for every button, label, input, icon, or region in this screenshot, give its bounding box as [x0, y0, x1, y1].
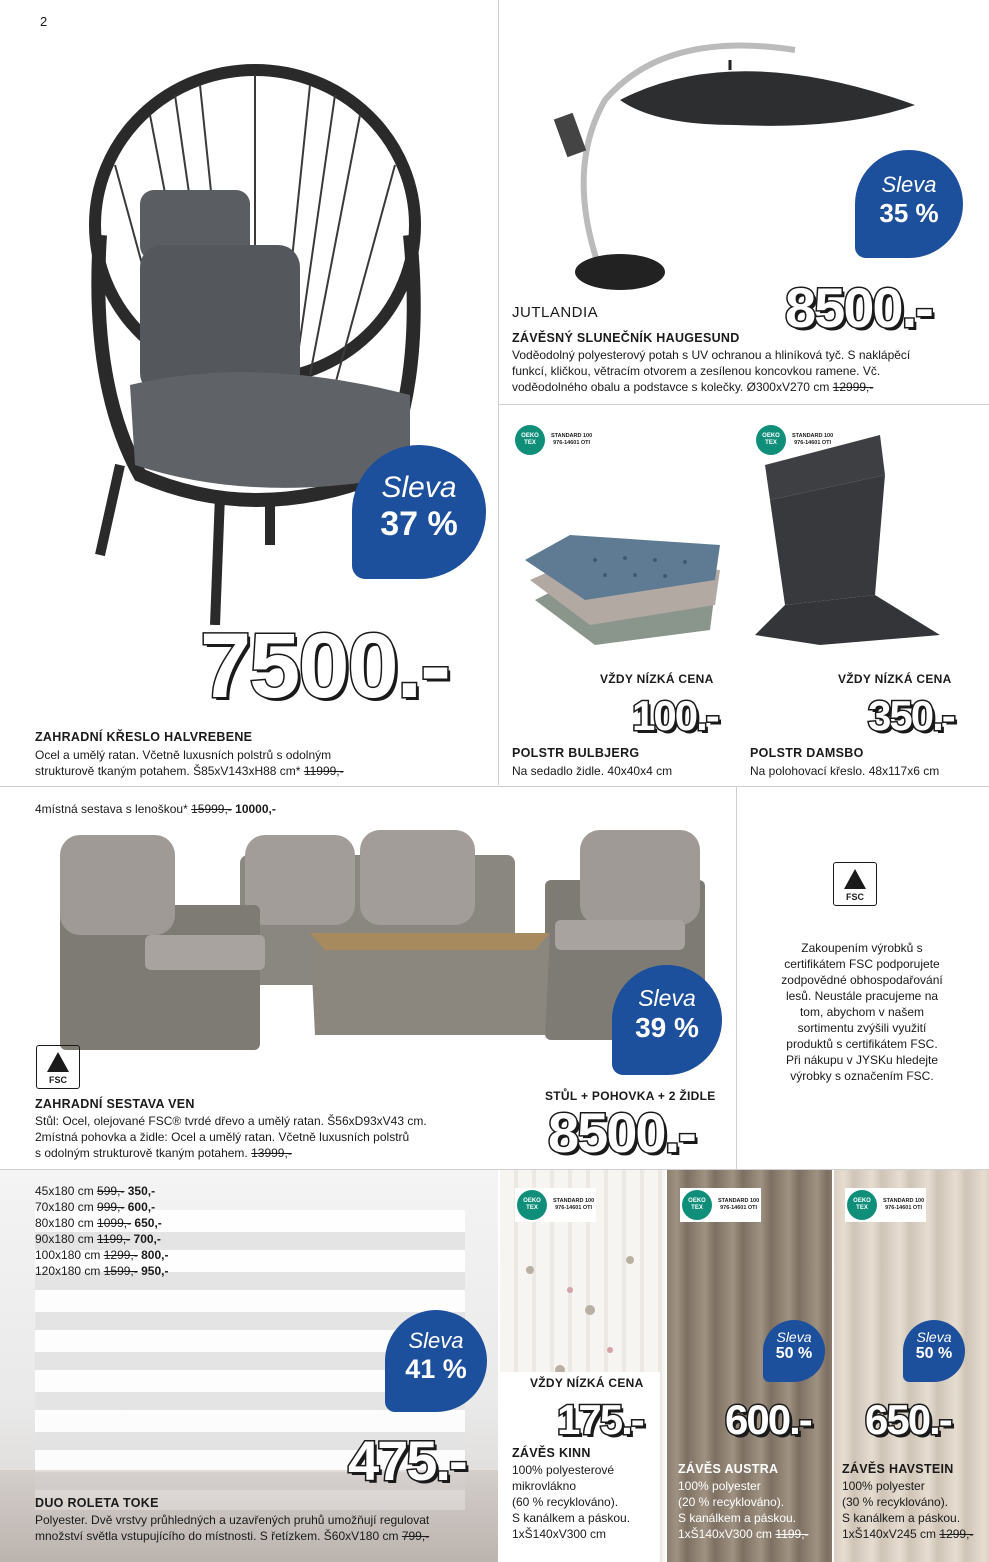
- fsc-logo: [833, 862, 877, 906]
- discount-badge: [903, 1320, 965, 1382]
- desc-line: Voděodolný polyesterový potah s UV ochranou a hliníková tyč. S naklápěcí: [512, 348, 911, 362]
- size-row: 70x180 cm 999,- 600,-: [35, 1200, 156, 1214]
- umbrella-description: [512, 347, 910, 395]
- cushion1-price: 100.-: [632, 692, 718, 739]
- oeko-code: 976-14601 OTI: [555, 1205, 593, 1211]
- oeko-tex-icon: OEKO TEX: [515, 425, 545, 455]
- badge-percent: 39 %: [635, 1012, 699, 1043]
- curtain3-title: ZÁVĚS HAVSTEIN: [842, 1462, 954, 1476]
- alt-offer-text: 4místná sestava s lenoškou*: [35, 802, 188, 816]
- blind-title: DUO ROLETA TOKE: [35, 1496, 159, 1510]
- old-price: 13999,-: [251, 1146, 292, 1160]
- badge-percent: 50 %: [775, 1345, 813, 1362]
- fsc-label: FSC: [49, 1075, 67, 1085]
- old-price: 1299,-: [939, 1527, 974, 1541]
- set-price: 8500.-: [548, 1101, 695, 1164]
- always-low-price-label: VŽDY NÍZKÁ CENA: [600, 672, 714, 686]
- curtain2-price: 600.-: [725, 1396, 811, 1443]
- oeko-tex-icon: OEKO TEX: [847, 1190, 877, 1220]
- desc-line: 100% polyester: [678, 1479, 761, 1493]
- fsc-label: FSC: [846, 892, 864, 902]
- fsc-line: Při nákupu v JYSKu hledejte: [785, 1053, 939, 1067]
- oeko-tex-icon: OEKO TEX: [756, 425, 786, 455]
- umbrella-title: ZÁVĚSNÝ SLUNEČNÍK HAUGESUND: [512, 331, 740, 345]
- desc-line: Ocel a umělý ratan. Včetně luxusních polstrů s odolným: [35, 748, 332, 762]
- oeko-standard: STANDARD 100: [883, 1198, 925, 1204]
- curtain1-description: [512, 1462, 630, 1542]
- fsc-line: Zakoupením výrobků s: [801, 941, 923, 955]
- oeko-tex-label: [515, 1188, 596, 1222]
- curtain1-price: 175.-: [557, 1396, 643, 1443]
- oeko-code: 976-14601 OTI: [720, 1205, 758, 1211]
- size-row: 90x180 cm 1199,- 700,-: [35, 1232, 161, 1246]
- desc-line: 1xŠ140xV300 cm: [678, 1527, 773, 1541]
- size-row: 80x180 cm 1099,- 650,-: [35, 1216, 162, 1230]
- old-price: 12999,-: [832, 380, 874, 394]
- badge-percent: 35 %: [879, 198, 939, 228]
- umbrella-image: [545, 30, 925, 300]
- desc-line: Polyester. Dvě vrstvy průhledných a uzavřených pruhů umožňují regulovat: [35, 1513, 430, 1527]
- old-price: 799,-: [401, 1529, 430, 1543]
- desc-line: S kanálkem a páskou.: [842, 1511, 961, 1525]
- recliner-cushion-image: [750, 430, 950, 650]
- size-row: 120x180 cm 1599,- 950,-: [35, 1264, 169, 1278]
- size-row: 100x180 cm 1299,- 800,-: [35, 1248, 169, 1262]
- set-alt-offer: [35, 801, 276, 817]
- fsc-line: sortimentu zvýšili využití: [797, 1021, 927, 1035]
- oeko-tex-icon: OEKO TEX: [517, 1190, 547, 1220]
- desc-line: 100% polyesterové: [512, 1463, 615, 1477]
- set-title: ZAHRADNÍ SESTAVA VEN: [35, 1097, 195, 1111]
- always-low-price-label: VŽDY NÍZKÁ CENA: [838, 672, 952, 686]
- badge-label: Sleva: [916, 1329, 952, 1345]
- cushion1-description: Na sedadlo židle. 40x40x4 cm: [512, 764, 673, 778]
- desc-line: množství světla vstupujícího do místnosti. S řetízkem. Š60xV180 cm: [35, 1529, 399, 1543]
- jutlandia-logo: JUTLANDIA: [512, 304, 599, 321]
- divider: [0, 786, 989, 787]
- curtain1-title: ZÁVĚS KINN: [512, 1446, 591, 1460]
- oeko-tex-icon: OEKO TEX: [682, 1190, 712, 1220]
- page-number: 2: [40, 14, 48, 29]
- chair-price: 7500.-: [200, 615, 449, 717]
- fsc-line: tom, abychom v našem: [799, 1005, 925, 1019]
- cushion2-description: Na polohovací křeslo. 48x117x6 cm: [750, 764, 940, 778]
- fsc-line: lesů. Neustále pracujeme na: [785, 989, 939, 1003]
- discount-badge: [763, 1320, 825, 1382]
- divider: [498, 404, 989, 405]
- oeko-tex-label: [845, 1188, 926, 1222]
- fsc-info-text: [746, 940, 978, 1084]
- badge-label: Sleva: [881, 172, 937, 197]
- oeko-tex-label: [680, 1188, 761, 1222]
- always-low-price-label: VŽDY NÍZKÁ CENA: [530, 1376, 644, 1390]
- oeko-standard: STANDARD 100: [551, 433, 593, 439]
- desc-line: Stůl: Ocel, olejované FSC® tvrdé dřevo a umělý ratan. Š56xD93xV43 cm.: [35, 1114, 427, 1128]
- old-price: 15999,-: [191, 802, 232, 816]
- fsc-line: produktů s certifikátem FSC.: [786, 1037, 938, 1051]
- blind-price: 475.-: [348, 1429, 466, 1492]
- desc-line: (30 % recyklováno).: [842, 1495, 949, 1509]
- oeko-standard: STANDARD 100: [718, 1198, 760, 1204]
- fsc-logo: [36, 1045, 80, 1089]
- desc-line: 1xŠ140xV300 cm: [512, 1527, 607, 1541]
- chair-description: [35, 747, 344, 779]
- curtain2-title: ZÁVĚS AUSTRA: [678, 1462, 779, 1476]
- badge-label: Sleva: [381, 471, 457, 504]
- desc-line: funkcí, kličkou, větracím otvorem a zesílenou koncovkou ramene. Vč.: [512, 364, 881, 378]
- desc-line: strukturově tkaným potahem. Š85xV143xH88 cm*: [35, 764, 301, 778]
- divider: [498, 0, 499, 785]
- blind-description: [35, 1512, 429, 1544]
- oeko-code: 976-14601 OTI: [553, 440, 591, 446]
- curtain3-description: [842, 1478, 973, 1542]
- oeko-code: 976-14601 OTI: [794, 440, 832, 446]
- desc-line: (60 % recyklováno).: [512, 1495, 619, 1509]
- size-row: 45x180 cm 599,- 350,-: [35, 1184, 156, 1198]
- desc-line: voděodolného obalu a podstavce s kolečky. Ø300xV270 cm: [512, 380, 830, 394]
- badge-percent: 50 %: [915, 1345, 953, 1362]
- desc-line: mikrovlákno: [512, 1479, 577, 1493]
- oeko-standard: STANDARD 100: [553, 1198, 595, 1204]
- discount-badge: [855, 150, 963, 258]
- new-price: 10000,-: [235, 802, 276, 816]
- fsc-line: zodpovědné obhospodařování: [781, 973, 943, 987]
- discount-badge: [352, 445, 486, 579]
- oeko-standard: STANDARD 100: [792, 433, 834, 439]
- badge-percent: 37 %: [380, 505, 458, 543]
- badge-percent: 41 %: [405, 1354, 467, 1384]
- desc-line: S kanálkem a páskou.: [678, 1511, 797, 1525]
- set-description: [35, 1113, 427, 1161]
- desc-line: (20 % recyklováno).: [678, 1495, 785, 1509]
- curtain3-price: 650.-: [865, 1396, 951, 1443]
- desc-line: 100% polyester: [842, 1479, 925, 1493]
- set-combo-label: STŮL + POHOVKA + 2 ŽIDLE: [545, 1089, 716, 1103]
- badge-label: Sleva: [776, 1329, 812, 1345]
- desc-line: 2místná pohovka a židle: Ocel a umělý ratan. Včetně luxusních polstrů: [35, 1130, 410, 1144]
- cushion-stack-image: [515, 520, 730, 650]
- blind-size-list: [35, 1183, 168, 1279]
- old-price: 11999,-: [303, 764, 344, 778]
- curtain2-description: [678, 1478, 809, 1542]
- oeko-code: 976-14601 OTI: [885, 1205, 923, 1211]
- fsc-line: výrobky s označením FSC.: [790, 1069, 934, 1083]
- badge-label: Sleva: [638, 985, 696, 1011]
- discount-badge: [385, 1310, 487, 1412]
- cushion2-title: POLSTR DAMSBO: [750, 746, 864, 760]
- desc-line: s odolným strukturově tkaným potahem.: [35, 1146, 248, 1160]
- desc-line: 1xŠ140xV245 cm: [842, 1527, 937, 1541]
- divider: [736, 786, 737, 1169]
- oeko-tex-label: [515, 425, 592, 455]
- cushion2-price: 350.-: [868, 692, 954, 739]
- garden-set-image: [45, 825, 710, 1065]
- chair-title: ZAHRADNÍ KŘESLO HALVREBENE: [35, 730, 253, 744]
- discount-badge: [612, 965, 722, 1075]
- desc-line: S kanálkem a páskou.: [512, 1511, 631, 1525]
- cushion1-title: POLSTR BULBJERG: [512, 746, 640, 760]
- fsc-line: certifikátem FSC podporujete: [784, 957, 940, 971]
- umbrella-price: 8500.-: [785, 276, 932, 339]
- fsc-tree-icon: [844, 869, 866, 889]
- fsc-tree-icon: [47, 1052, 69, 1072]
- badge-label: Sleva: [408, 1328, 464, 1353]
- old-price: 1199,-: [775, 1527, 809, 1541]
